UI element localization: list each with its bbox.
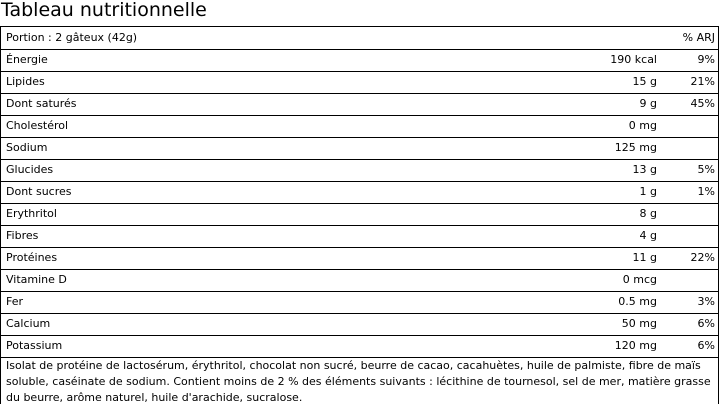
nutrient-row-energie: [1, 49, 718, 72]
nutrient-row-sodium: [1, 137, 718, 160]
nutrition-table: [0, 26, 719, 404]
ingredients-text: Isolat de protéine de lactosérum, érythritol, chocolat non sucré, beurre de cacao, cacahuètes, huile de palmiste, fibre de maïs soluble, caséinate de sodium. Contient moins de 2 % des éléments suivants : lécithine de tournesol, sel de mer, matière grasse du beurre, arôme naturel, huile d'arachide, sucralose.: [6, 359, 711, 404]
nutrient-label: Glucides: [6, 163, 54, 176]
nutrient-amount: 50 mg: [621, 317, 657, 330]
nutrient-row-satures: [1, 93, 718, 116]
page-title: Tableau nutritionnelle: [1, 0, 207, 21]
serving-header-row: [1, 27, 718, 50]
serving-label: Portion : 2 gâteux (42g): [6, 31, 138, 44]
nutrient-dv: 1%: [697, 185, 715, 198]
nutrient-dv: 21%: [690, 75, 715, 88]
nutrient-amount: 8 g: [639, 207, 657, 220]
nutrient-label: Erythritol: [6, 207, 57, 220]
nutrient-amount: 11 g: [632, 251, 657, 264]
nutrient-label: Dont saturés: [6, 97, 77, 110]
nutrient-amount: 9 g: [639, 97, 657, 110]
nutrient-dv: 6%: [697, 317, 715, 330]
nutrient-row-potassium: [1, 335, 718, 358]
nutrient-dv: 5%: [697, 163, 715, 176]
nutrient-label: Fibres: [6, 229, 39, 242]
nutrient-row-calcium: [1, 313, 718, 336]
nutrient-row-fer: [1, 291, 718, 314]
nutrient-label: Fer: [6, 295, 24, 308]
nutrient-amount: 125 mg: [614, 141, 657, 154]
nutrient-amount: 120 mg: [614, 339, 657, 352]
nutrient-label: Lipides: [6, 75, 45, 88]
nutrient-label: Vitamine D: [6, 273, 67, 286]
nutrient-row-proteines: [1, 247, 718, 270]
nutrient-amount: 190 kcal: [610, 53, 657, 66]
nutrient-dv: 22%: [690, 251, 715, 264]
nutrient-dv: 3%: [697, 295, 715, 308]
nutrient-row-sucres: [1, 181, 718, 204]
nutrient-label: Sodium: [6, 141, 48, 154]
nutrient-row-fibres: [1, 225, 718, 248]
nutrient-row-erythritol: [1, 203, 718, 226]
nutrient-amount: 0.5 mg: [618, 295, 657, 308]
nutrient-label: Protéines: [6, 251, 58, 264]
nutrient-amount: 0 mg: [628, 119, 657, 132]
nutrient-amount: 0 mcg: [622, 273, 657, 286]
nutrient-amount: 4 g: [639, 229, 657, 242]
nutrient-row-lipides: [1, 71, 718, 94]
nutrient-amount: 1 g: [639, 185, 657, 198]
nutrient-label: Potassium: [6, 339, 63, 352]
nutrient-row-vitamine-d: [1, 269, 718, 292]
nutrient-dv: 9%: [697, 53, 715, 66]
nutrient-dv: 6%: [697, 339, 715, 352]
nutrient-row-cholesterol: [1, 115, 718, 138]
nutrient-amount: 15 g: [632, 75, 657, 88]
nutrient-amount: 13 g: [632, 163, 657, 176]
nutrient-row-glucides: [1, 159, 718, 182]
nutrient-label: Énergie: [6, 53, 48, 66]
nutrient-dv: 45%: [690, 97, 715, 110]
nutrient-label: Cholestérol: [6, 119, 69, 132]
nutrient-label: Dont sucres: [6, 185, 72, 198]
dv-header: % ARJ: [682, 31, 715, 44]
nutrient-label: Calcium: [6, 317, 51, 330]
